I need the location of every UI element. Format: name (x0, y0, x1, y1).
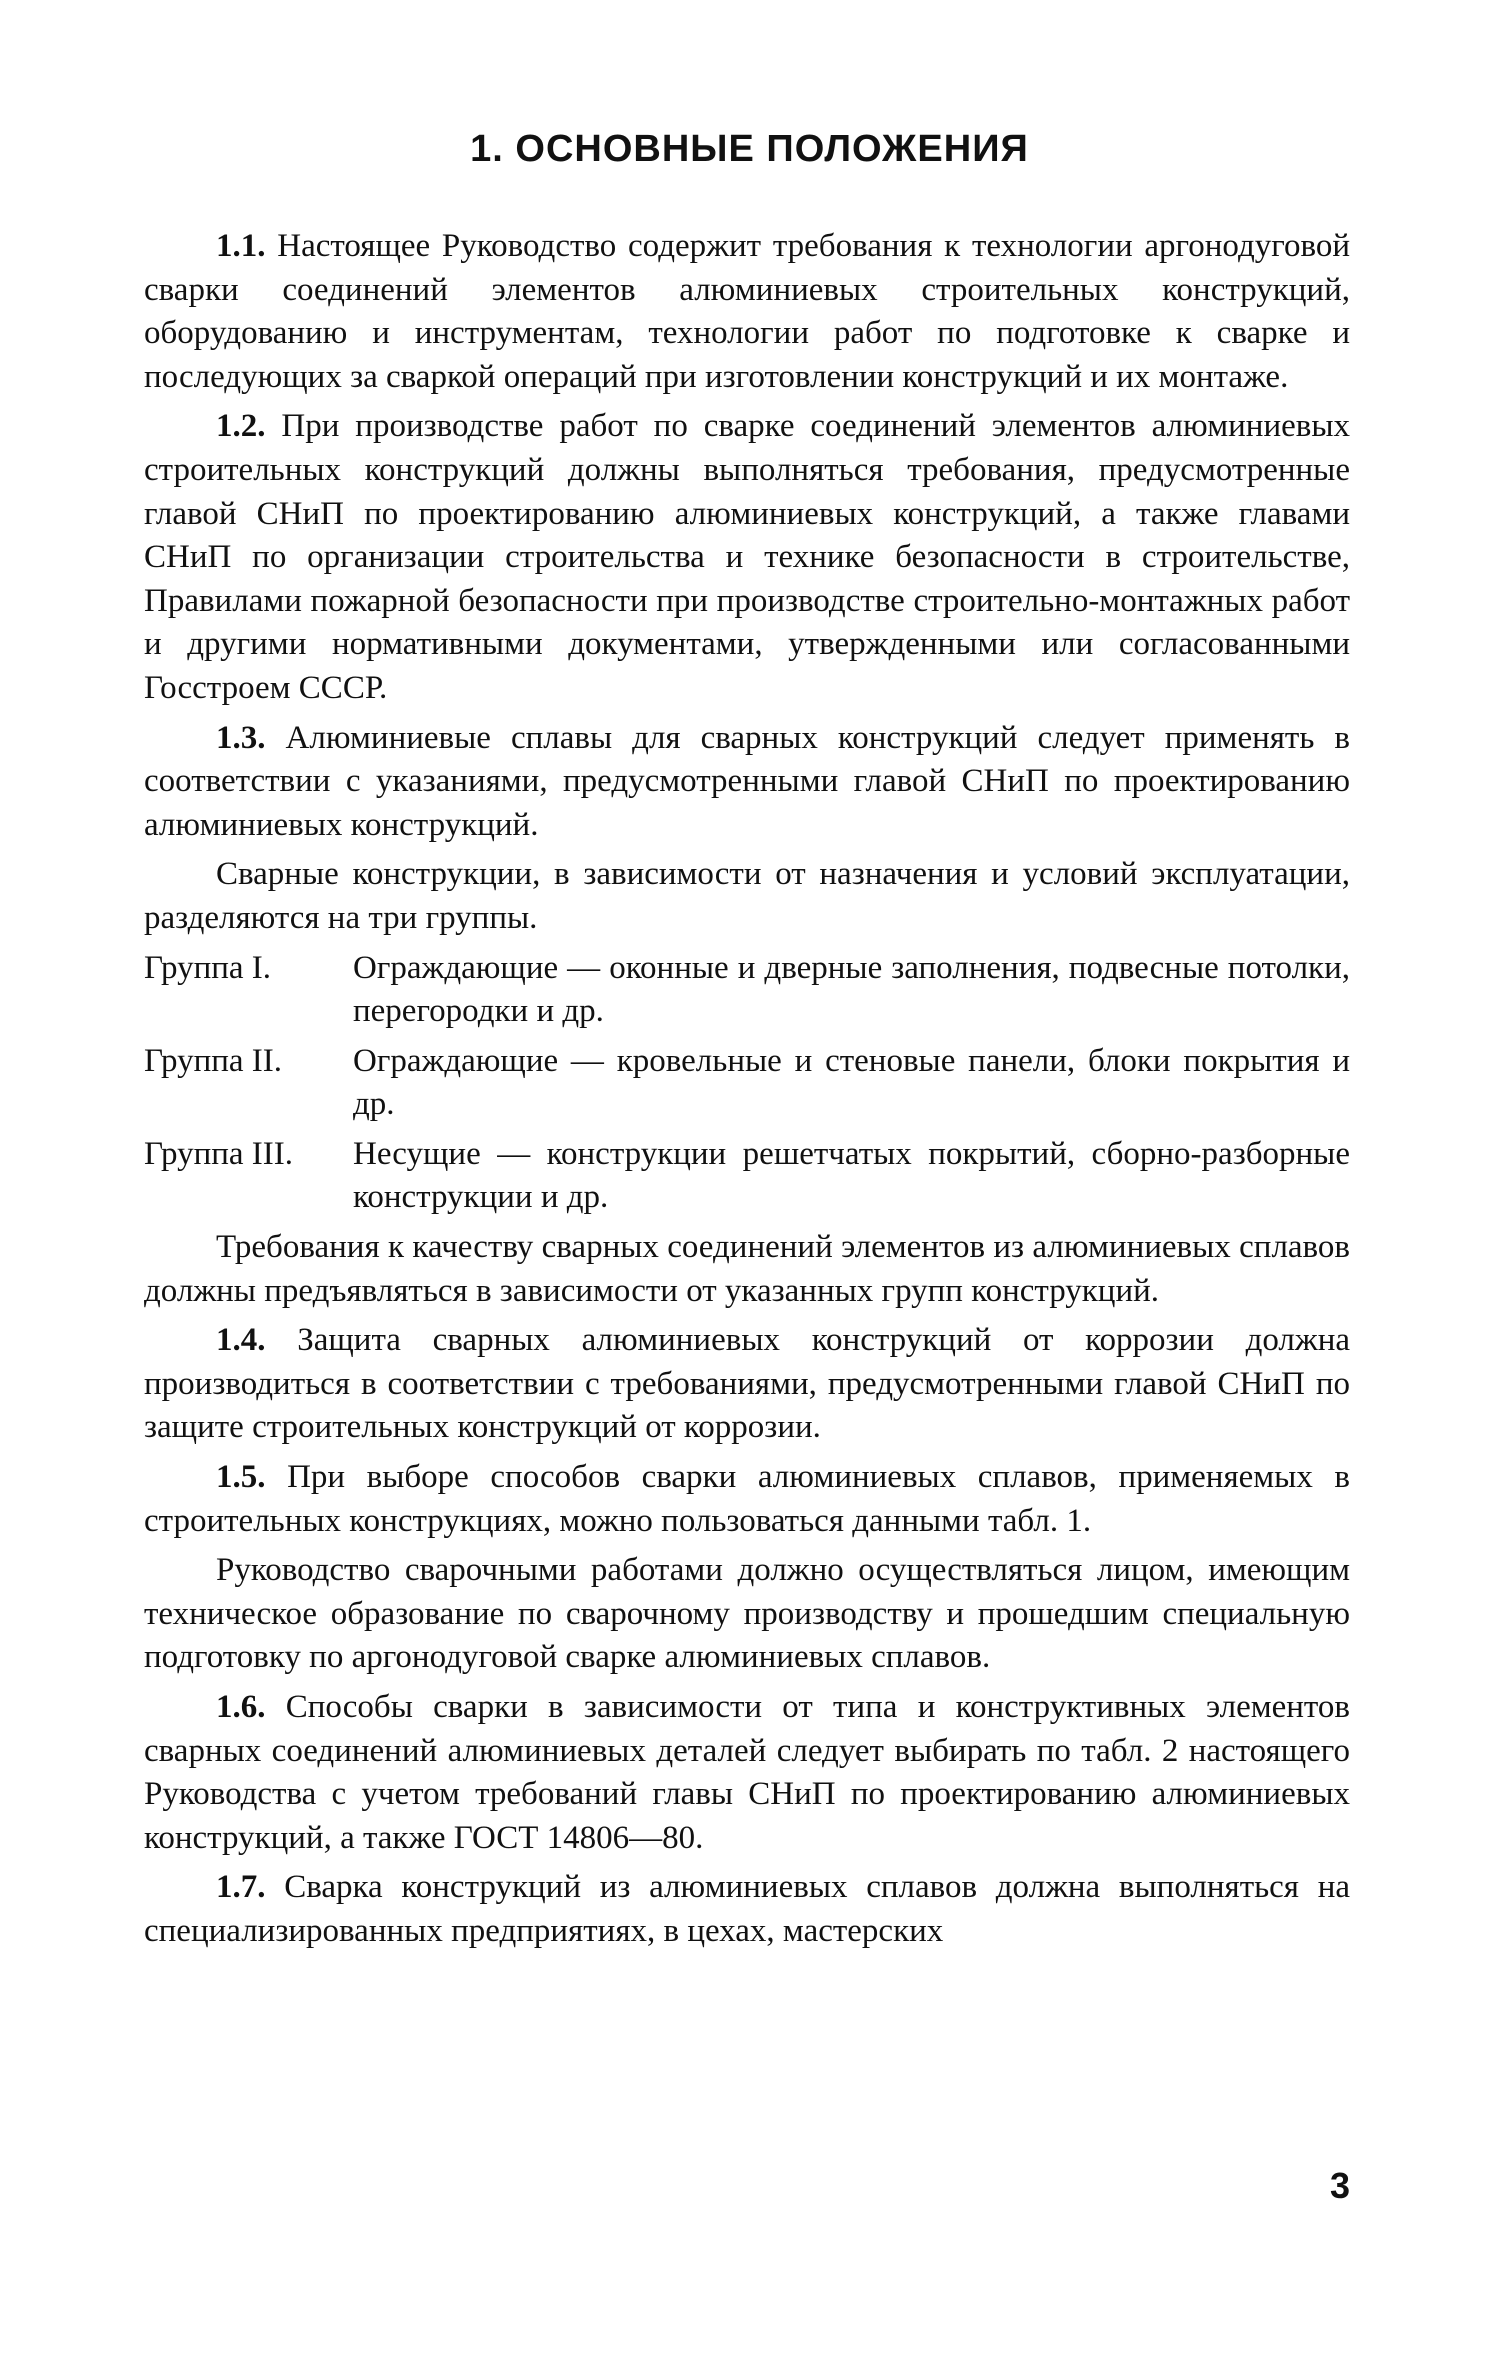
page-number: 3 (1329, 2165, 1350, 2206)
clause-number: 1.3. (216, 719, 266, 756)
paragraph-1-2 (144, 405, 1350, 710)
group-item-1 (144, 947, 1350, 1034)
paragraph-1-5 (144, 1456, 1350, 1543)
clause-text: Настоящее Руководство содержит требования к технологии аргонодуговой сварки соединений элементов алюминиевых строительных конструкций, оборудованию и инструментам, технологии работ по подготовке к сварке и последующих за сваркой операций при изготовлении конструкций и их монтаже. (144, 228, 1350, 395)
clause-number: 1.5. (216, 1459, 266, 1496)
clause-text: Способы сварки в зависимости от типа и конструктивных элементов сварных соединений алюминиевых деталей следует выбирать по табл. 2 настоящего Руководства с учетом требований главы СНиП по проектированию алюминиевых конструкций, а также ГОСТ 14806—80. (144, 1689, 1350, 1856)
section-title: 1. ОСНОВНЫЕ ПОЛОЖЕНИЯ (470, 128, 1029, 170)
group-item-2 (144, 1040, 1350, 1127)
clause-text: Защита сварных алюминиевых конструкций от коррозии должна производиться в соответствии с требованиями, предусмотренными главой СНиП по защите строительных конструкций от коррозии. (144, 1322, 1350, 1446)
paragraph-1-4 (144, 1319, 1350, 1450)
clause-text: Сварка конструкций из алюминиевых сплавов должна выполняться на специализированных предприятиях, в цехах, мастерских (144, 1869, 1351, 1949)
paragraph-management: Руководство сварочными работами должно осуществляться лицом, имеющим техническое образование по сварочному производству и прошедшим специальную подготовку по аргонодуговой сварке алюминиевых сплавов. (144, 1552, 1350, 1676)
group-text: Ограждающие — оконные и дверные заполнения, подвесные потолки, перегородки и др. (353, 949, 1350, 1030)
clause-text: Алюминиевые сплавы для сварных конструкций следует применять в соответствии с указаниями, предусмотренными главой СНиП по проектированию алюминиевых конструкций. (144, 719, 1350, 843)
paragraph-groups-intro: Сварные конструкции, в зависимости от назначения и условий эксплуатации, разделяются на три группы. (144, 856, 1350, 936)
document-body (144, 225, 1350, 1954)
group-label: Группа I. (144, 949, 272, 986)
clause-number: 1.4. (216, 1322, 266, 1359)
group-label: Группа II. (144, 1042, 283, 1079)
group-item-3 (144, 1133, 1350, 1220)
clause-number: 1.6. (216, 1689, 266, 1725)
clause-number: 1.1. (216, 228, 266, 264)
clause-number: 1.7. (216, 1869, 266, 1906)
paragraph-1-1 (144, 225, 1350, 399)
group-text: Несущие — конструкции решетчатых покрытий, сборно-разборные конструкции и др. (353, 1135, 1350, 1216)
paragraph-1-3 (144, 717, 1350, 848)
paragraph-1-6 (144, 1686, 1350, 1860)
clause-number: 1.2. (216, 408, 266, 445)
clause-text: При выборе способов сварки алюминиевых сплавов, применяемых в строительных конструкциях, можно пользоваться данными табл. 1. (144, 1459, 1351, 1539)
paragraph-1-7 (144, 1866, 1350, 1953)
group-label: Группа III. (144, 1135, 293, 1172)
group-text: Ограждающие — кровельные и стеновые панели, блоки покрытия и др. (353, 1042, 1350, 1123)
paragraph-requirements: Требования к качеству сварных соединений элементов из алюминиевых сплавов должны предъявляться в зависимости от указанных групп конструкций. (144, 1229, 1350, 1309)
clause-text: При производстве работ по сварке соединений элементов алюминиевых строительных конструкций должны выполняться требования, предусмотренные главой СНиП по проектированию алюминиевых конструкций, а также главами СНиП по организации строительства и технике безопасности в строительстве, Правилами пожарной безопасности при производстве строительно-монтажных работ и другими нормативными документами, утвержденными или согласованными Госстроем СССР. (144, 408, 1351, 706)
